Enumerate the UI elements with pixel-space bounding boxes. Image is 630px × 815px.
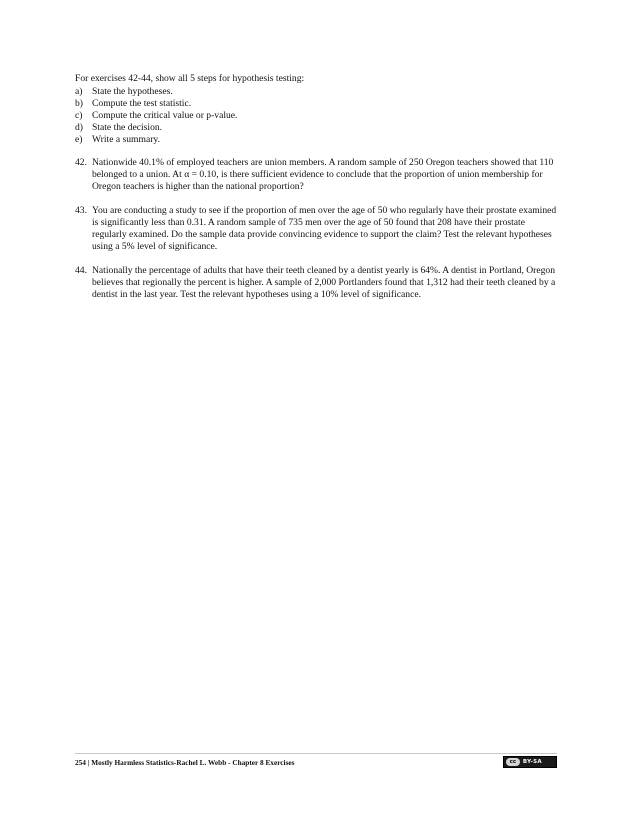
- exercise-instructions: For exercises 42-44, show all 5 steps for hypothesis testing:: [75, 73, 305, 84]
- page-footer: [75, 753, 557, 768]
- step-text: Write a summary.: [92, 134, 160, 146]
- step-text: State the hypotheses.: [92, 86, 173, 98]
- cc-icon: cc: [506, 758, 520, 766]
- license-text: BY-SA: [522, 759, 542, 765]
- step-item: [75, 98, 557, 110]
- step-text: State the decision.: [92, 122, 163, 134]
- step-text: Compute the test statistic.: [92, 98, 192, 110]
- exercise-item: [75, 205, 557, 253]
- exercise-text: Nationally the percentage of adults that have their teeth cleaned by a dentist yearly is 64%. A dentist in Portland, Oregon believes that regionally the percent is higher. A sample of 2,000 Portlanders found that 1,312 had their teeth cleaned by a dentist in the last year. Test the relevant hypotheses using a 10% level of significance.: [92, 265, 556, 301]
- step-label: c): [75, 110, 83, 122]
- exercise-text: You are conducting a study to see if the proportion of men over the age of 50 who regularly have their prostate examined is significantly less than 0.31. A random sample of 735 men over the age of 50 found that 208 have their prostate regularly examined. Do the sample data provide convincing evidence to support the claim? Test the relevant hypotheses using a 5% level of significance.: [92, 204, 557, 253]
- step-label: b): [75, 98, 83, 110]
- exercise-number: 43.: [75, 204, 87, 216]
- step-item: [75, 134, 557, 146]
- step-item: [75, 122, 557, 134]
- footer-text: 254 | Mostly Harmless Statistics-Rachel L. Webb - Chapter 8 Exercises: [75, 757, 295, 767]
- step-item: [75, 110, 557, 122]
- exercise-number: 42.: [75, 156, 87, 168]
- step-item: [75, 86, 557, 98]
- exercise-item: [75, 157, 557, 193]
- exercise-list: [75, 157, 557, 302]
- footer-row: [75, 756, 557, 768]
- footer-divider: [75, 753, 557, 754]
- steps-list: [75, 86, 557, 146]
- step-label: a): [75, 86, 83, 98]
- step-text: Compute the critical value or p-value.: [92, 110, 238, 122]
- step-label: d): [75, 122, 83, 134]
- step-label: e): [75, 134, 83, 146]
- exercise-number: 44.: [75, 265, 87, 277]
- license-badge: [503, 756, 557, 768]
- exercise-text: Nationwide 40.1% of employed teachers are union members. A random sample of 250 Oregon teachers showed that 110 belonged to a union. At α = 0.10, is there sufficient evidence to conclude that the proportion of union membership for Oregon teachers is higher than the national proportion?: [92, 156, 554, 192]
- page-content: [75, 73, 557, 314]
- exercise-item: [75, 265, 557, 301]
